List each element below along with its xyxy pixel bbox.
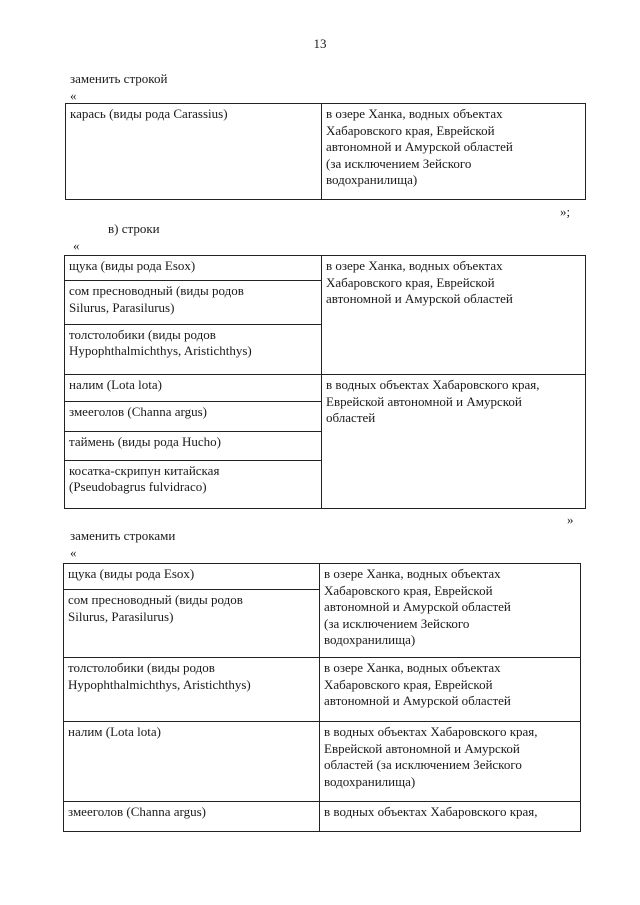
section2-open-quote: «	[73, 238, 80, 253]
species-cell: змееголов (Channa argus)	[64, 802, 320, 832]
section2-table	[64, 255, 586, 509]
table-row	[64, 722, 581, 802]
section1-intro: заменить строкой	[70, 71, 168, 86]
table-row	[64, 802, 581, 832]
area-cell: в озере Ханка, водных объектах Хабаровского края, Еврейской автономной и Амурской областей (за исключением Зейского водохранилища)	[320, 564, 581, 658]
area-cell: в озере Ханка, водных объектах Хабаровского края, Еврейской автономной и Амурской областей	[320, 658, 581, 722]
table-row	[66, 104, 586, 200]
section3-open-quote: «	[70, 545, 77, 560]
species-cell: таймень (виды рода Hucho)	[65, 431, 322, 460]
section2-close-quote: »	[567, 512, 574, 527]
species-cell: толстолобики (виды родов Hypophthalmichthys, Aristichthys)	[64, 658, 320, 722]
section1-close-quote: »;	[560, 204, 571, 219]
area-cell: в озере Ханка, водных объектах Хабаровского края, Еврейской автономной и Амурской областей (за исключением Зейского водохранилища)	[322, 104, 586, 200]
species-cell: сом пресноводный (виды родов Silurus, Parasilurus)	[65, 281, 322, 325]
section1-table	[65, 103, 586, 200]
page-number: 13	[313, 36, 327, 51]
table-row	[64, 564, 581, 590]
species-cell: сом пресноводный (виды родов Silurus, Parasilurus)	[64, 590, 320, 658]
section1-open-quote: «	[70, 88, 77, 103]
species-cell: змееголов (Channa argus)	[65, 402, 322, 431]
section2-intro: в) строки	[108, 221, 160, 236]
species-cell: карась (виды рода Carassius)	[66, 104, 322, 200]
species-cell: косатка-скрипун китайская (Pseudobagrus fulvidraco)	[65, 460, 322, 508]
table-row	[65, 256, 586, 281]
table-row	[64, 658, 581, 722]
species-cell: налим (Lota lota)	[64, 722, 320, 802]
section3-intro: заменить строками	[70, 528, 176, 543]
area-cell: в озере Ханка, водных объектах Хабаровского края, Еврейской автономной и Амурской областей	[322, 256, 586, 375]
area-cell: в водных объектах Хабаровского края,	[320, 802, 581, 832]
section3-table	[63, 563, 581, 832]
species-cell: налим (Lota lota)	[65, 375, 322, 402]
species-cell: щука (виды рода Esox)	[64, 564, 320, 590]
species-cell: толстолобики (виды родов Hypophthalmichthys, Aristichthys)	[65, 324, 322, 374]
area-cell: в водных объектах Хабаровского края, Еврейской автономной и Амурской областей	[322, 375, 586, 509]
table-row	[65, 375, 586, 402]
area-cell: в водных объектах Хабаровского края, Еврейской автономной и Амурской областей (за исключением Зейского водохранилища)	[320, 722, 581, 802]
species-cell: щука (виды рода Esox)	[65, 256, 322, 281]
